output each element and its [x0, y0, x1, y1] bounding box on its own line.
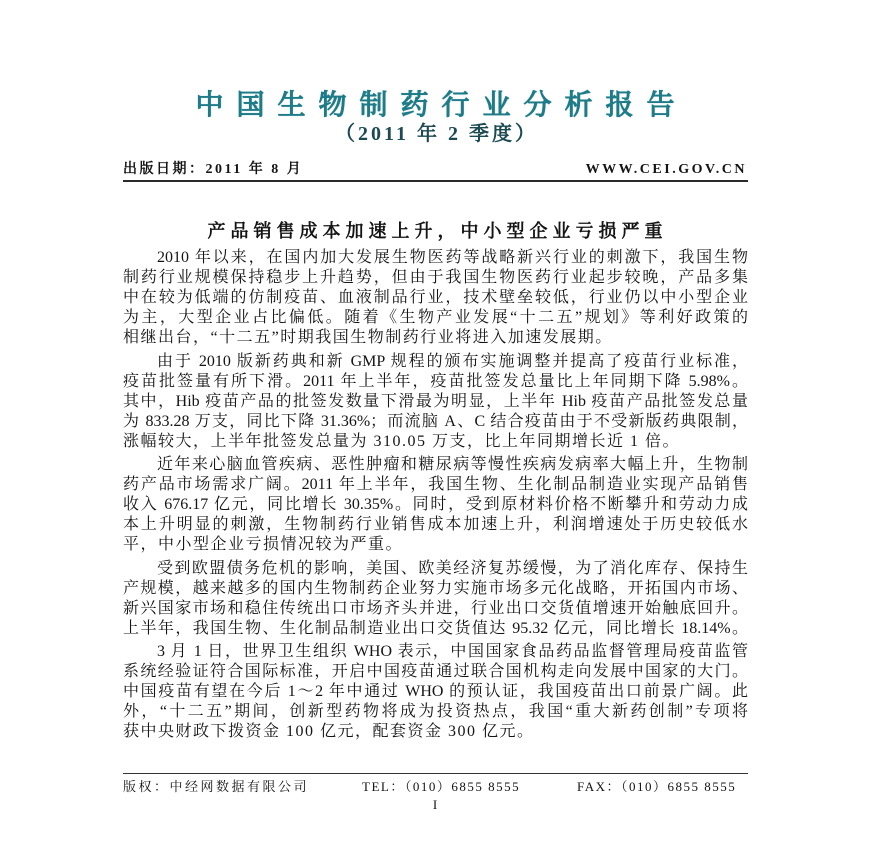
paragraph-line: 中国疫苗有望在今后 1～2 年中通过 WHO 的预认证，我国疫苗出口前景广阔。此: [123, 683, 748, 700]
publish-date: 出版日期：2011 年 8 月: [123, 162, 304, 177]
article-body: [123, 248, 748, 742]
paragraph-4: [123, 559, 748, 639]
paragraph-1: [123, 248, 748, 348]
footer-tel: TEL：（010）6855 8555: [362, 779, 521, 794]
paragraph-line: 中在较为低端的仿制疫苗、血液制品行业，技术壁垒较低，行业仍以中小型企业: [123, 289, 748, 306]
paragraph-line: 收入 676.17 亿元，同比增长 30.35%。同时，受到原材料价格不断攀升和劳动力成: [123, 496, 748, 513]
footer-copyright: 版权：中经网数据有限公司: [123, 779, 310, 794]
article-heading: 产品销售成本加速上升，中小型企业亏损严重: [207, 221, 668, 241]
paragraph-3: [123, 455, 748, 555]
paragraph-line: 由于 2010 版新药典和新 GMP 规程的颁布实施调整并提高了疫苗行业标准，: [157, 352, 748, 370]
paragraph-line: 外，“十二五”期间，创新型药物将成为投资热点，我国“重大新药创制”专项将: [123, 703, 748, 720]
paragraph-line: 药产品市场需求广阔。2011 年上半年，我国生物、生化制品制造业实现产品销售: [123, 476, 748, 493]
paragraph-line: 相继出台，“十二五”时期我国生物制药行业将进入加速发展期。: [123, 329, 613, 346]
paragraph-line: 新兴国家市场和稳住传统出口市场齐头并进，行业出口交货值增速开始触底回升。: [123, 599, 748, 617]
paragraph-2: [123, 352, 748, 452]
paragraph-line: 上半年，我国生物、生化制品制造业出口交货值达 95.32 亿元，同比增长 18.14%。: [123, 619, 748, 637]
paragraph-line: 涨幅较大，上半年批签发总量为 310.05 万支，比上年同期增长近 1 倍。: [123, 432, 681, 450]
paragraph-line: 受到欧盟债务危机的影响，美国、欧美经济复苏缓慢，为了消化库存、保持生: [157, 559, 748, 577]
paragraph-line: 本上升明显的刺激，生物制药行业销售成本加速上升，利润增速处于历史较低水: [123, 516, 748, 533]
paragraph-5: [123, 642, 748, 742]
report-subtitle: （2011 年 2 季度）: [335, 123, 538, 145]
paragraph-line: 平，中小型企业亏损情况较为严重。: [123, 536, 404, 553]
footer-fax: FAX：（010）6855 8555: [577, 779, 737, 794]
paragraph-line: 为主，大型企业占比偏低。随着《生物产业发展“十二五”规划》等利好政策的: [123, 309, 748, 326]
paragraph-line: 产规模，越来越多的国内生物制药企业努力实施市场多元化战略，开拓国内市场、: [123, 579, 748, 597]
paragraph-line: 疫苗批签量有所下滑。2011 年上半年，疫苗批签发总量比上年同期下降 5.98%。: [123, 372, 748, 390]
paragraph-line: 获中央财政下拨资金 100 亿元，配套资金 300 亿元。: [123, 723, 535, 740]
header-rule: [123, 180, 748, 182]
paragraph-line: 其中，Hib 疫苗产品的批签发数量下滑最为明显，上半年 Hib 疫苗产品批签发总量: [123, 392, 748, 410]
footer-rule: [123, 773, 748, 774]
website-url: WWW.CEI.GOV.CN: [585, 162, 747, 177]
paragraph-line: 近年来心脑血管疾病、恶性肿瘤和糖尿病等慢性疾病发病率大幅上升，生物制: [157, 456, 748, 473]
paragraph-line: 为 833.28 万支，同比下降 31.36%；而流脑 A、C 结合疫苗由于不受新版药典限制，: [123, 412, 748, 430]
paragraph-line: 制药行业规模保持稳步上升趋势，但由于我国生物医药行业起步较晚，产品多集: [123, 269, 748, 286]
report-title: 中国生物制药行业分析报告: [195, 90, 688, 121]
paragraph-line: 2010 年以来，在国内加大发展生物医药等战略新兴行业的刺激下，我国生物: [157, 249, 748, 266]
page-number: I: [432, 797, 438, 812]
paragraph-line: 系统经验证符合国际标准，开启中国疫苗通过联合国机构走向发展中国家的大门。: [123, 663, 748, 680]
paragraph-line: 3 月 1 日，世界卫生组织 WHO 表示，中国国家食品药品监督管理局疫苗监管: [157, 643, 748, 660]
